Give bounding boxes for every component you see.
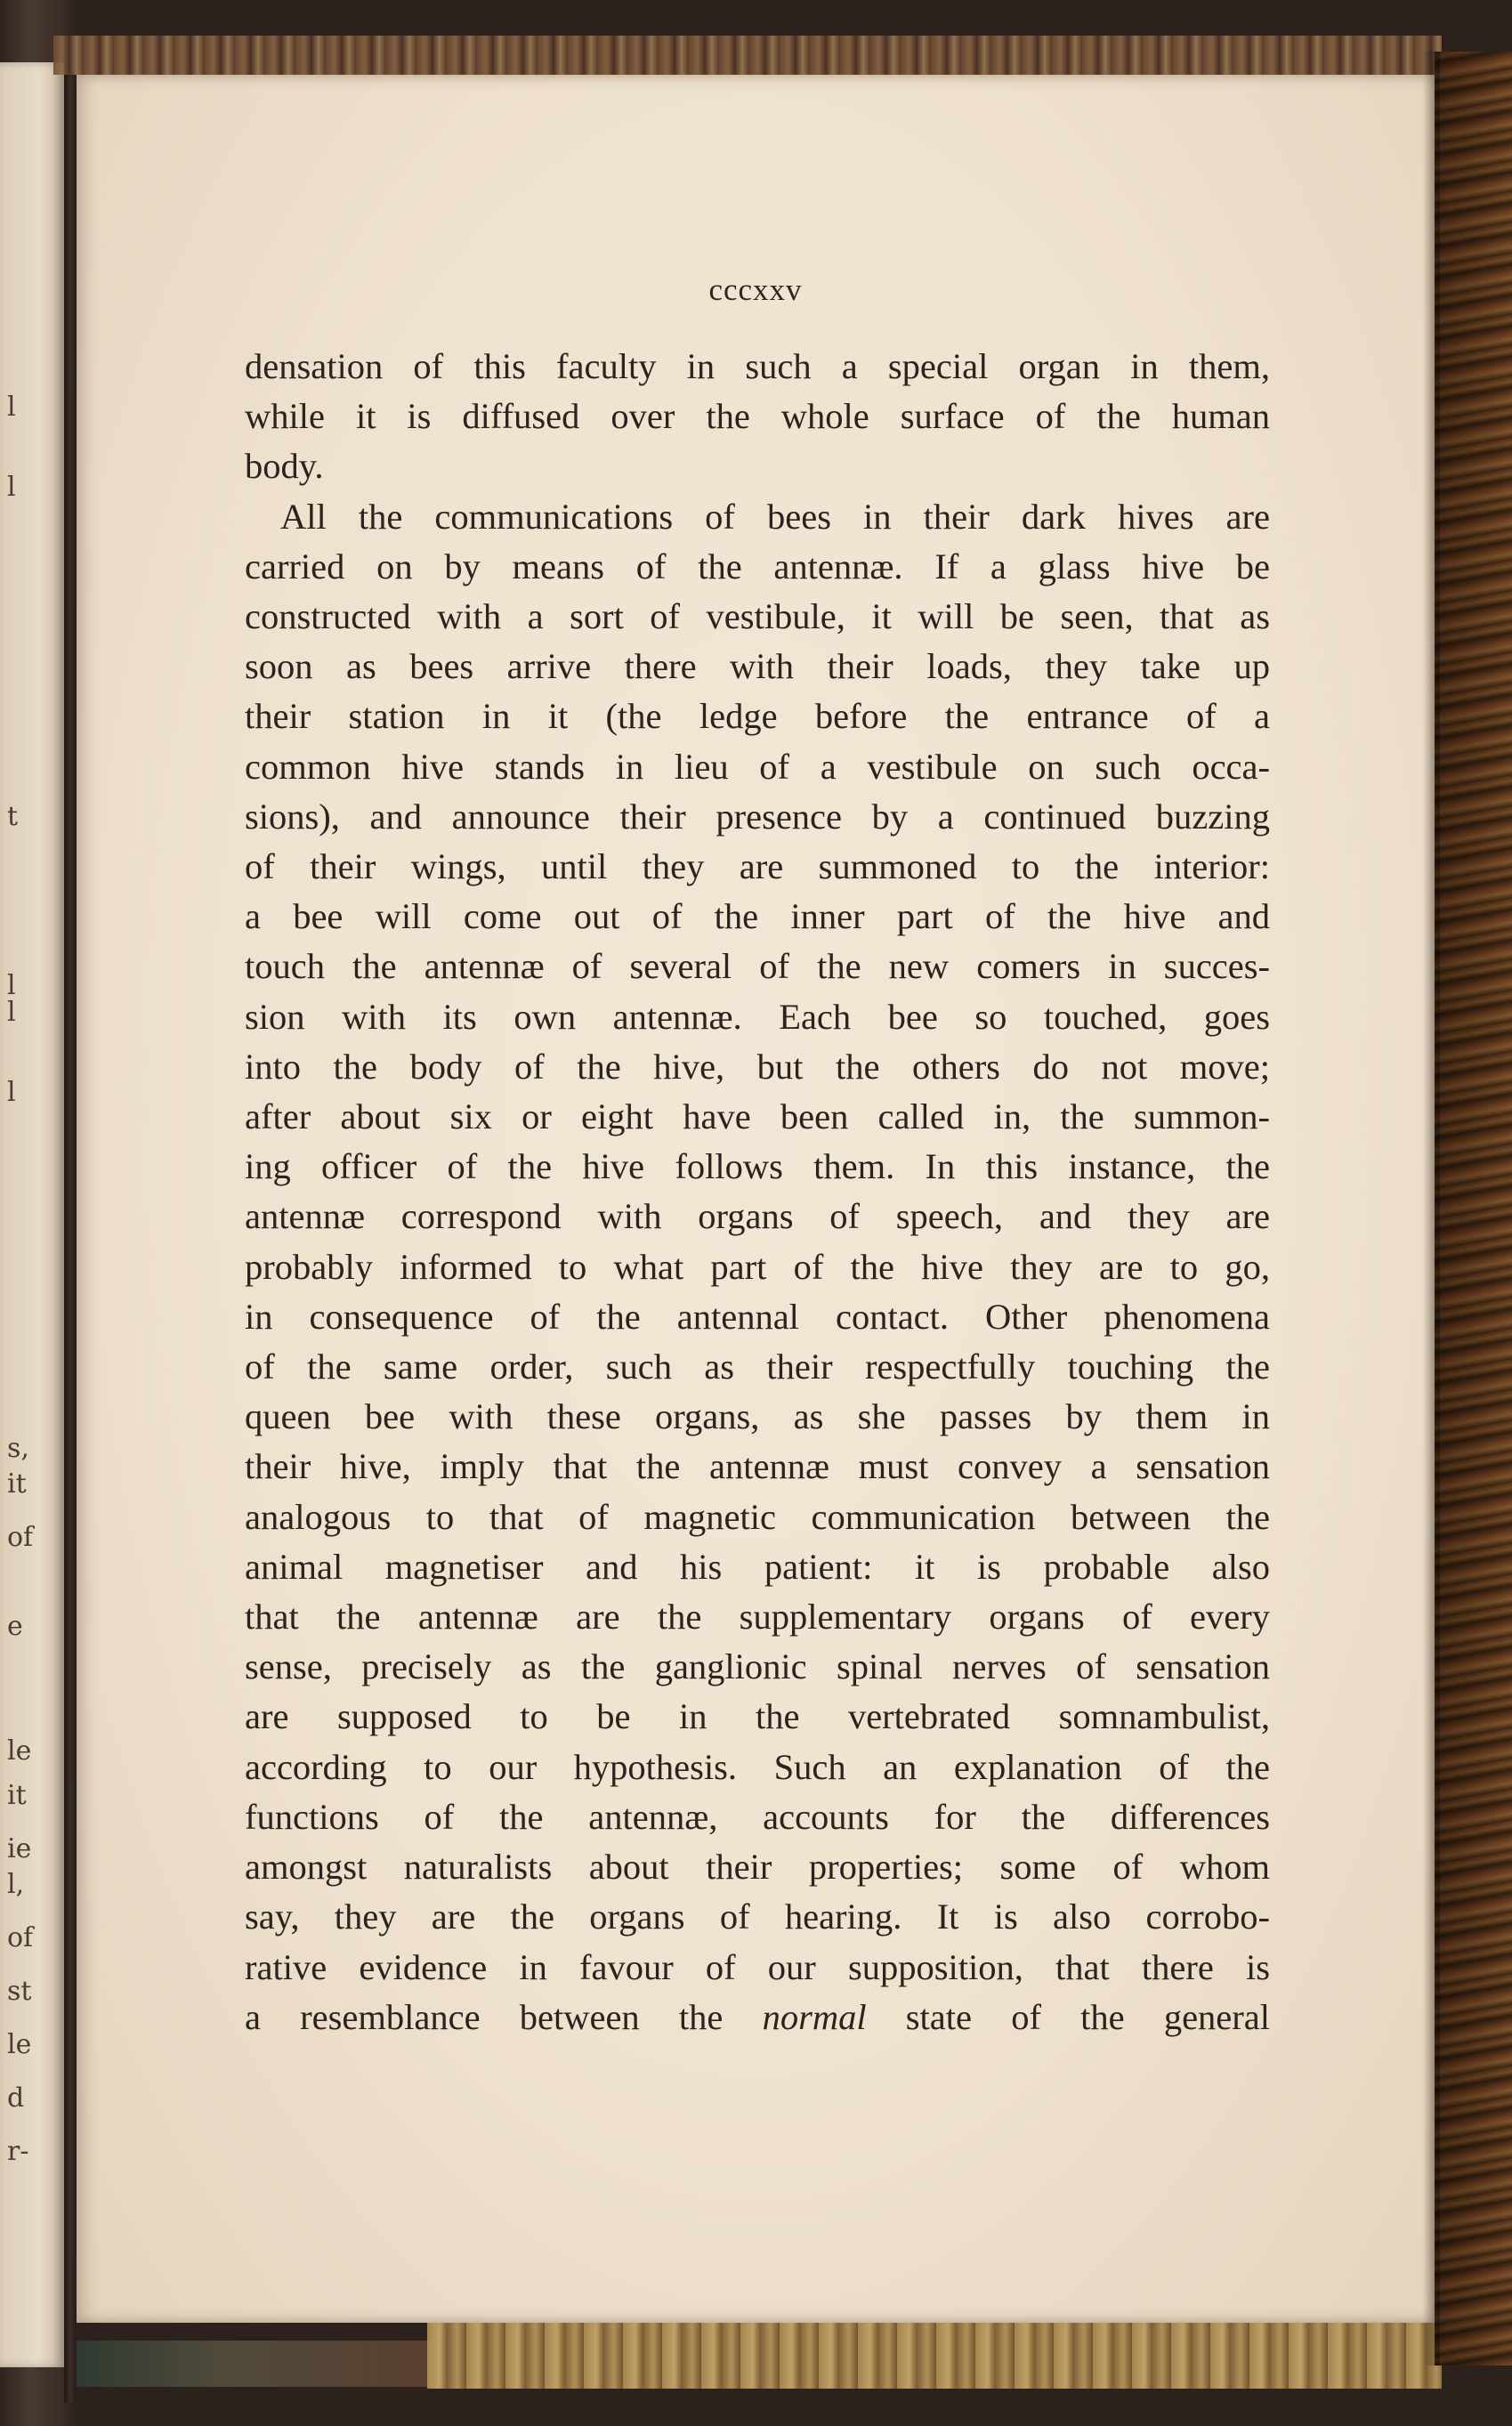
facing-page-fragment: of [7, 1922, 34, 1953]
text-line: touch the antennæ of several of the new comers in succes- [245, 946, 1270, 987]
text-line: their hive, imply that the antennæ must convey a sensation [245, 1446, 1270, 1487]
text-line: a bee will come out of the inner part of the hive and [245, 896, 1270, 937]
facing-page-fragment: s, [7, 1433, 29, 1464]
paragraph [245, 492, 1270, 2042]
facing-page-fragment: l [7, 997, 16, 1028]
text-line: sion with its own antennæ. Each bee so touched, goes [245, 996, 1270, 1037]
text-line: according to our hypothesis. Such an explanation of the [245, 1746, 1270, 1787]
text-line: that the antennæ are the supplementary organs of every [245, 1597, 1270, 1638]
text-line: into the body of the hive, but the others do not move; [245, 1046, 1270, 1087]
text-line: animal magnetiser and his patient: it is probable also [245, 1546, 1270, 1587]
text-line: in consequence of the antennal contact. Other phenomena [245, 1296, 1270, 1337]
text-line: of their wings, until they are summoned to the interior: [245, 846, 1270, 887]
facing-page-fragment: ie [7, 1833, 32, 1864]
facing-page-fragment: d [7, 2082, 25, 2114]
text-line: rative evidence in favour of our supposition, that there is [245, 1946, 1270, 1987]
facing-page-fragment: of [7, 1522, 34, 1553]
text-fragment: state of the general [866, 1996, 1270, 2037]
text-line: analogous to that of magnetic communication between the [245, 1496, 1270, 1537]
text-line: common hive stands in lieu of a vestibule on such occa- [245, 746, 1270, 787]
facing-page-edge [0, 62, 64, 2367]
italic-word: normal [762, 1996, 867, 2037]
text-fragment: a resemblance between the [245, 1996, 763, 2037]
text-line: body. [245, 446, 324, 487]
facing-page-fragment: l [7, 472, 16, 503]
text-line: carried on by means of the antennæ. If a glass hive be [245, 546, 1270, 586]
text-line: are supposed to be in the vertebrated somnambulist, [245, 1696, 1270, 1737]
text-line: ing officer of the hive follows them. In this instance, the [245, 1146, 1270, 1187]
text-line: probably informed to what part of the hive they are to go, [245, 1246, 1270, 1287]
marbled-fore-edge [1435, 52, 1512, 2365]
gilt-bottom-border [427, 2323, 1442, 2389]
text-line: say, they are the organs of hearing. It is also corrobo- [245, 1896, 1270, 1937]
page-edge-shadow [1422, 52, 1440, 2365]
facing-page-fragment: it [7, 1468, 27, 1500]
text-line: densation of this faculty in such a special organ in them, [245, 346, 1270, 386]
paragraph [245, 342, 1270, 492]
text-line: antennæ correspond with organs of speech, and they are [245, 1196, 1270, 1237]
facing-page-fragment: st [7, 1976, 32, 2007]
text-line: queen bee with these organs, as she passes by them in [245, 1396, 1270, 1437]
text-line: of the same order, such as their respectfully touching the [245, 1346, 1270, 1387]
facing-page-fragment: it [7, 1780, 27, 1811]
bottom-binding-edge [77, 2341, 433, 2387]
facing-page-fragment: l [7, 392, 16, 423]
body-text [245, 342, 1270, 2042]
facing-page-fragment: e [7, 1611, 23, 1642]
facing-page-fragment: r- [7, 2136, 29, 2167]
text-line: sense, precisely as the ganglionic spinal nerves of sensation [245, 1646, 1270, 1687]
text-line: after about six or eight have been called in, the summon- [245, 1096, 1270, 1137]
facing-page-fragment: l [7, 970, 16, 1001]
gutter [64, 36, 77, 2403]
text-line: their station in it (the ledge before the entrance of a [245, 696, 1270, 737]
facing-page-fragment: l, [7, 1869, 25, 1900]
page-number: cccxxv [708, 272, 803, 307]
text-line: All the communications of bees in their dark hives are [280, 496, 1270, 537]
text-line [245, 1993, 1270, 2042]
text-line: soon as bees arrive there with their loads, they take up [245, 646, 1270, 687]
text-line: functions of the antennæ, accounts for the differences [245, 1796, 1270, 1837]
top-binding-edge [53, 36, 1442, 75]
text-line: sions), and announce their presence by a continued buzzing [245, 796, 1270, 837]
text-line: while it is diffused over the whole surface of the human [245, 396, 1270, 437]
facing-page-fragment: t [7, 801, 19, 832]
text-line: constructed with a sort of vestibule, it will be seen, that as [245, 596, 1270, 637]
facing-page-fragment: le [7, 1735, 32, 1767]
facing-page-fragment: le [7, 2029, 32, 2060]
book-page [77, 75, 1435, 2323]
facing-page-fragment: l [7, 1077, 16, 1108]
text-line: amongst naturalists about their properties; some of whom [245, 1847, 1270, 1888]
